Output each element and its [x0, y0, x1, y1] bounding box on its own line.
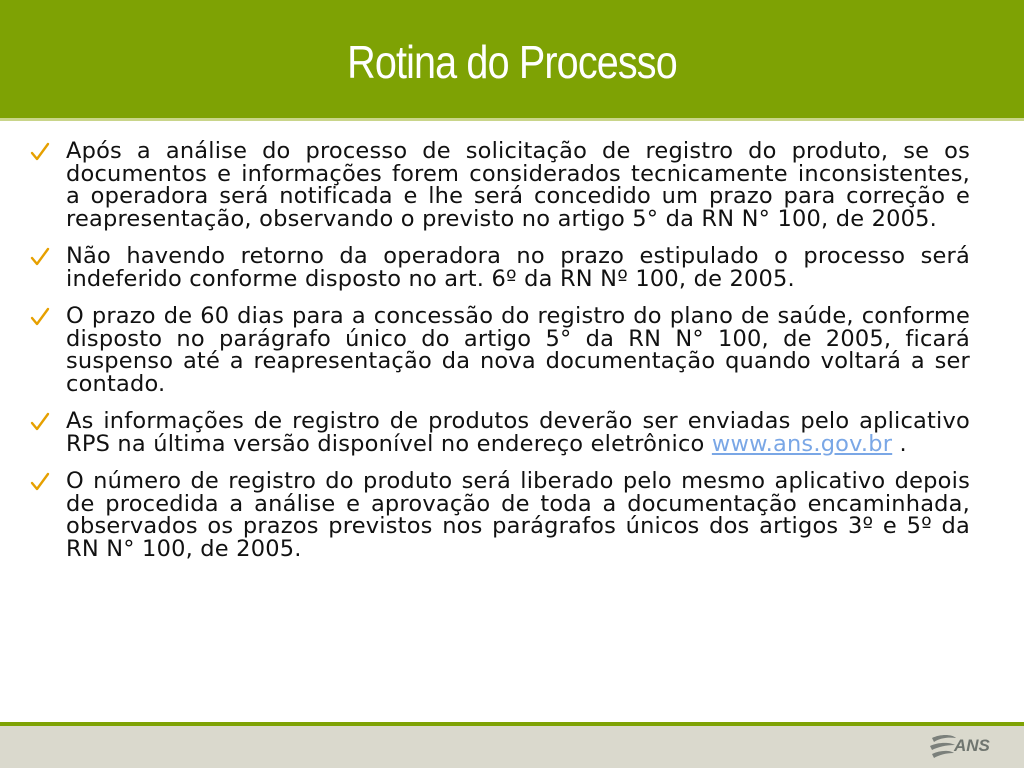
slide-title: Rotina do Processo: [347, 36, 677, 88]
bullet-list: [30, 140, 970, 575]
checkmark-icon: [30, 306, 50, 328]
bullet-item-3: [30, 305, 970, 395]
checkmark-icon: [30, 141, 50, 163]
bullet-text: Não havendo retorno da operadora no prazo estipulado o processo será indeferido conforme disposto no art. 6º da RN Nº 100, de 2005.: [66, 243, 970, 292]
footer-bar: [0, 726, 1024, 768]
bullet-text-before-link: As informações de registro de produtos deverão ser enviadas pelo aplicativo RPS na última versão disponível no endereço eletrônico: [66, 408, 970, 457]
bullet-item-1: [30, 140, 970, 230]
bullet-text: [66, 410, 970, 455]
bullet-item-5: [30, 470, 970, 560]
checkmark-icon: [30, 471, 50, 493]
checkmark-icon: [30, 246, 50, 268]
bullet-text: O prazo de 60 dias para a concessão do registro do plano de saúde, conforme disposto no parágrafo único do artigo 5° da RN N° 100, de 2005, ficará suspenso até a reapresentação da nova documentação quando voltará a ser contado.: [66, 303, 970, 397]
bullet-item-4: [30, 410, 970, 455]
ans-logo-text: ANS: [954, 736, 990, 755]
bullet-text: Após a análise do processo de solicitação de registro do produto, se os documentos e informações forem considerados tecnicamente inconsistentes, a operadora será notificada e lhe será concedido um prazo para correção e reapresentação, observando o previsto no artigo 5° da RN N° 100, de 2005.: [66, 138, 970, 232]
checkmark-icon: [30, 411, 50, 433]
ans-website-link[interactable]: www.ans.gov.br: [711, 430, 893, 457]
bullet-text-after-link: .: [892, 430, 907, 457]
bullet-item-2: [30, 245, 970, 290]
bullet-text: O número de registro do produto será liberado pelo mesmo aplicativo depois de procedida a análise e aprovação de toda a documentação encaminhada, observados os prazos previstos nos parágrafos únicos dos artigos 3º e 5º da RN N° 100, de 2005.: [66, 468, 970, 562]
title-bar-divider: [0, 118, 1024, 121]
